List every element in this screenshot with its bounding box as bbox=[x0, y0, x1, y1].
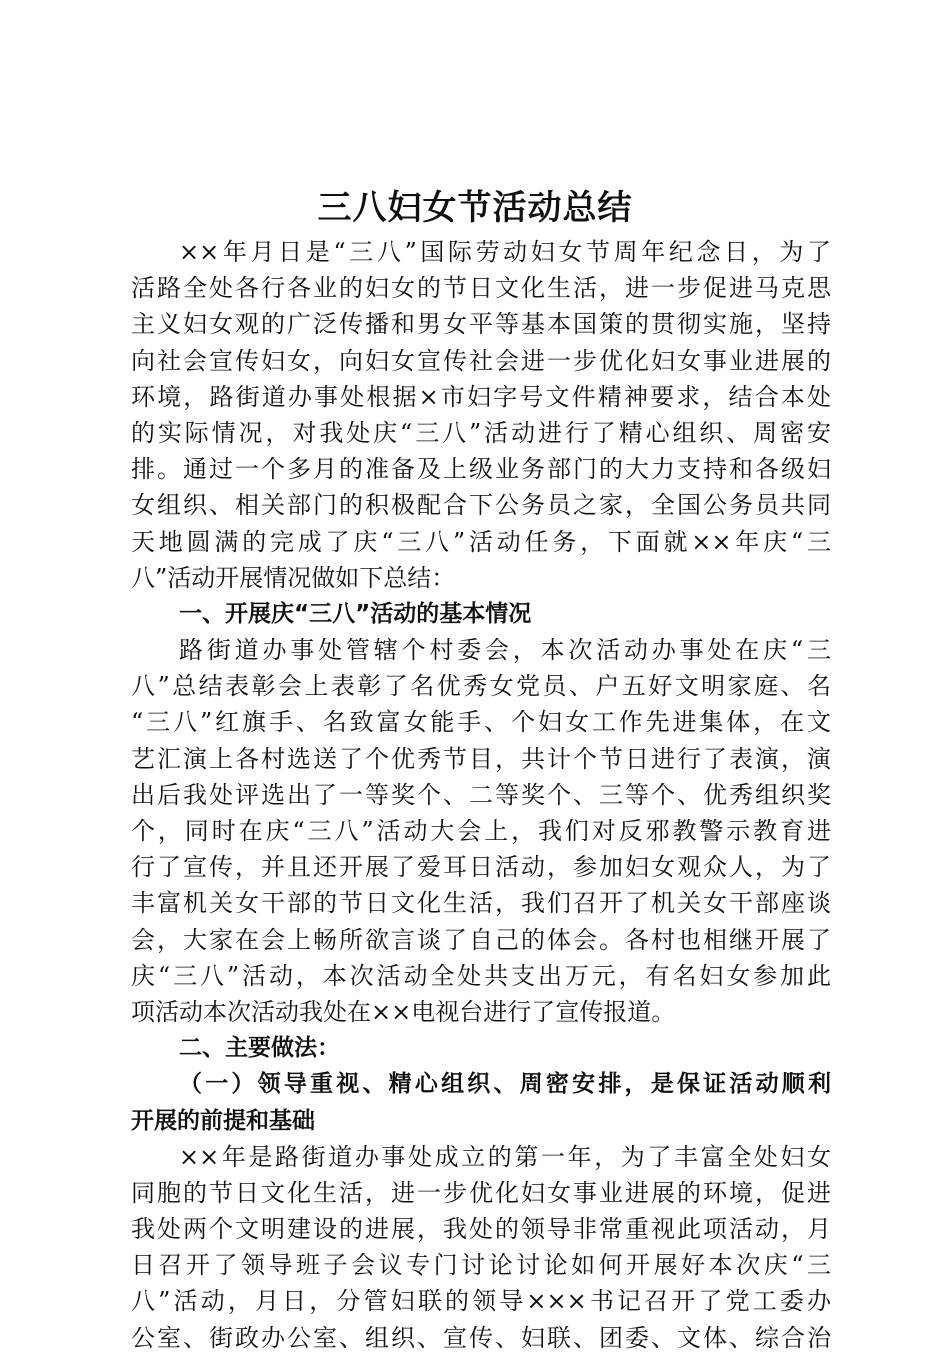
paragraph-line: 八”总结表彰会上表彰了名优秀女党员、户五好文明家庭、名 bbox=[131, 672, 831, 701]
paragraph-line: 八”活动，月日，分管妇联的领导×××书记召开了党工委办 bbox=[131, 1287, 831, 1316]
paragraph-line: 项活动本次活动我处在××电视台进行了宣传报道。 bbox=[131, 997, 676, 1026]
section-heading-line: （一）领导重视、精心组织、周密安排，是保证活动顺利 bbox=[179, 1071, 831, 1098]
paragraph-line: 路街道办事处管辖个村委会，本次活动办事处在庆“三 bbox=[179, 636, 831, 665]
paragraph-line: 出后我处评选出了一等奖个、二等奖个、三等个、优秀组织奖 bbox=[131, 780, 831, 809]
paragraph-line: 个，同时在庆“三八”活动大会上，我们对反邪教警示教育进 bbox=[131, 817, 831, 845]
paragraph-line: 的实际情况，对我处庆“三八”活动进行了精心组织、周密安 bbox=[131, 418, 831, 447]
paragraph-line: ××年是路街道办事处成立的第一年，为了丰富全处妇女 bbox=[179, 1142, 831, 1171]
paragraph-line: 活路全处各行各业的妇女的节日文化生活，进一步促进马克思 bbox=[131, 274, 831, 303]
document-body bbox=[131, 234, 831, 1356]
section-heading-line: 二、主要做法： bbox=[179, 1035, 340, 1062]
paragraph-line: “三八”红旗手、名致富女能手、个妇女工作先进集体，在文 bbox=[131, 708, 831, 737]
paragraph-line: 八”活动开展情况做如下总结： bbox=[131, 563, 456, 592]
paragraph-line: ××年月日是“三八”国际劳动妇女节周年纪念日，为了 bbox=[179, 238, 831, 266]
paragraph-line: 我处两个文明建设的进展，我处的领导非常重视此项活动，月 bbox=[131, 1215, 831, 1244]
paragraph-line: 主义妇女观的广泛传播和男女平等基本国策的贯彻实施，坚持 bbox=[131, 310, 831, 339]
paragraph-line: 同胞的节日文化生活，进一步优化妇女事业进展的环境，促进 bbox=[131, 1178, 831, 1207]
paragraph-line: 向社会宣传妇女，向妇女宣传社会进一步优化妇女事业进展的 bbox=[131, 346, 831, 375]
paragraph-line: 公室、街政办公室、组织、宣传、妇联、团委、文体、综合治 bbox=[131, 1323, 831, 1352]
paragraph-line: 排。通过一个多月的准备及上级业务部门的大力支持和各级妇 bbox=[131, 455, 831, 484]
section-heading-line: 一、开展庆“三八”活动的基本情况 bbox=[179, 600, 532, 627]
paragraph-line: 会，大家在会上畅所欲言谈了自己的体会。各村也相继开展了 bbox=[131, 925, 831, 954]
paragraph-line: 行了宣传，并且还开展了爱耳日活动，参加妇女观众人，为了 bbox=[131, 853, 831, 882]
paragraph-line: 女组织、相关部门的积极配合下公务员之家，全国公务员共同 bbox=[131, 491, 831, 520]
paragraph-line: 日召开了领导班子会议专门讨论讨论如何开展好本次庆“三 bbox=[131, 1251, 831, 1280]
paragraph-line: 天地圆满的完成了庆“三八”活动任务，下面就××年庆“三 bbox=[131, 527, 831, 556]
section-heading-line: 开展的前提和基础 bbox=[131, 1107, 315, 1134]
document-title: 三八妇女节活动总结 bbox=[317, 188, 633, 228]
paragraph-line: 环境，路街道办事处根据×市妇字号文件精神要求，结合本处 bbox=[131, 382, 831, 411]
paragraph-line: 丰富机关女干部的节日文化生活，我们召开了机关女干部座谈 bbox=[131, 889, 831, 918]
paragraph-line: 庆“三八”活动，本次活动全处共支出万元，有名妇女参加此 bbox=[131, 961, 831, 990]
paragraph-line: 艺汇演上各村选送了个优秀节目，共计个节日进行了表演，演 bbox=[131, 744, 831, 773]
